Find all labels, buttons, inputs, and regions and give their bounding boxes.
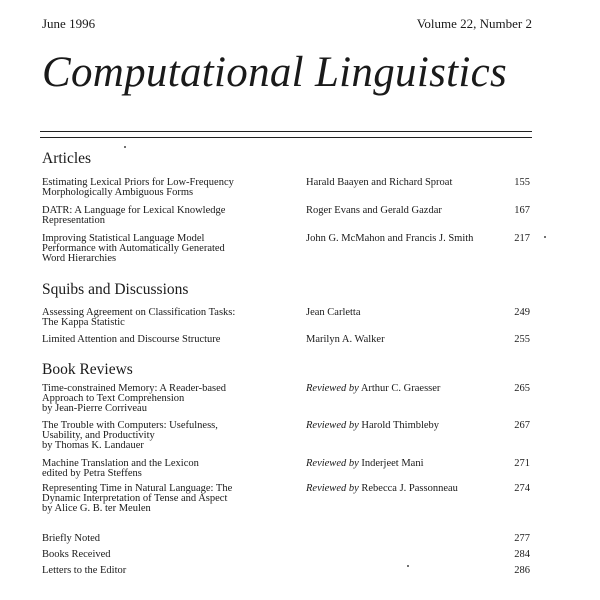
entry-title: The Trouble with Computers: Usefulness, Usability, and Productivity by Thomas K. Landauer <box>42 420 218 452</box>
entry-author <box>306 459 506 469</box>
entry-page: 274 <box>514 483 530 494</box>
toc-entry <box>42 178 532 208</box>
section-heading-squibs: Squibs and Discussions <box>42 281 189 298</box>
entry-page: 271 <box>514 458 530 469</box>
scan-speck <box>124 146 126 148</box>
misc-page: 286 <box>514 565 530 576</box>
scan-speck <box>544 236 546 238</box>
author-prefix: Reviewed by <box>306 420 359 431</box>
entry-title: Representing Time in Natural Language: The Dynamic Interpretation of Tense and Aspect by Alice G. B. ter Meulen <box>42 483 233 515</box>
journal-title: Computational Linguistics <box>42 49 508 96</box>
divider-rule <box>40 137 532 138</box>
author-names: John G. McMahon and Francis J. Smith <box>306 233 474 244</box>
author-prefix: Reviewed by <box>306 383 359 394</box>
divider-rule <box>40 131 532 132</box>
entry-title: Time-constrained Memory: A Reader-based Approach to Text Comprehension by Jean-Pierre Corriveau <box>42 383 226 415</box>
author-names: Roger Evans and Gerald Gazdar <box>306 205 442 216</box>
author-names: Inderjeet Mani <box>361 458 424 469</box>
entry-title: Machine Translation and the Lexicon edited by Petra Steffens <box>42 458 199 480</box>
entry-page: 265 <box>514 383 530 394</box>
toc-entry <box>42 484 532 514</box>
section-heading-articles: Articles <box>42 150 92 167</box>
misc-page: 284 <box>514 549 530 560</box>
entry-author <box>306 234 506 244</box>
author-prefix: Reviewed by <box>306 458 359 469</box>
entry-title: Improving Statistical Language Model Performance with Automatically Generated Word Hierarchies <box>42 233 225 265</box>
entry-author <box>306 308 506 318</box>
entry-author <box>306 421 506 431</box>
entry-page: 155 <box>514 177 530 188</box>
author-names: Harold Thimbleby <box>361 420 440 431</box>
author-names: Harald Baayen and Richard Sproat <box>306 177 453 188</box>
entry-page: 255 <box>514 334 530 345</box>
entry-title: Estimating Lexical Priors for Low-Frequency Morphologically Ambiguous Forms <box>42 177 234 199</box>
misc-label: Briefly Noted <box>42 533 101 544</box>
toc-entry <box>42 234 532 264</box>
toc-entry <box>42 206 532 236</box>
issue-volume: Volume 22, Number 2 <box>416 16 532 31</box>
misc-page: 277 <box>514 533 530 544</box>
entry-author <box>306 484 506 494</box>
section-heading-reviews: Book Reviews <box>42 361 133 378</box>
entry-title: DATR: A Language for Lexical Knowledge Representation <box>42 205 226 227</box>
toc-entry <box>42 421 532 451</box>
entry-title: Assessing Agreement on Classification Tasks: The Kappa Statistic <box>42 307 236 329</box>
entry-author <box>306 384 506 394</box>
masthead <box>42 16 532 30</box>
toc-misc-item <box>42 534 532 546</box>
toc-misc-item <box>42 550 532 562</box>
author-names: Jean Carletta <box>306 307 361 318</box>
entry-author <box>306 206 506 216</box>
entry-page: 267 <box>514 420 530 431</box>
issue-date: June 1996 <box>42 16 96 31</box>
author-names: Arthur C. Graesser <box>360 383 441 394</box>
toc-entry <box>42 384 532 414</box>
toc-misc-item <box>42 566 532 578</box>
author-prefix: Reviewed by <box>306 483 359 494</box>
author-names: Rebecca J. Passonneau <box>361 483 458 494</box>
author-names: Marilyn A. Walker <box>306 334 385 345</box>
entry-author <box>306 335 506 345</box>
entry-title: Limited Attention and Discourse Structure <box>42 334 221 345</box>
scan-speck <box>407 565 409 567</box>
entry-author <box>306 178 506 188</box>
entry-page: 167 <box>514 205 530 216</box>
misc-label: Letters to the Editor <box>42 565 127 576</box>
entry-page: 249 <box>514 307 530 318</box>
misc-label: Books Received <box>42 549 111 560</box>
entry-page: 217 <box>514 233 530 244</box>
